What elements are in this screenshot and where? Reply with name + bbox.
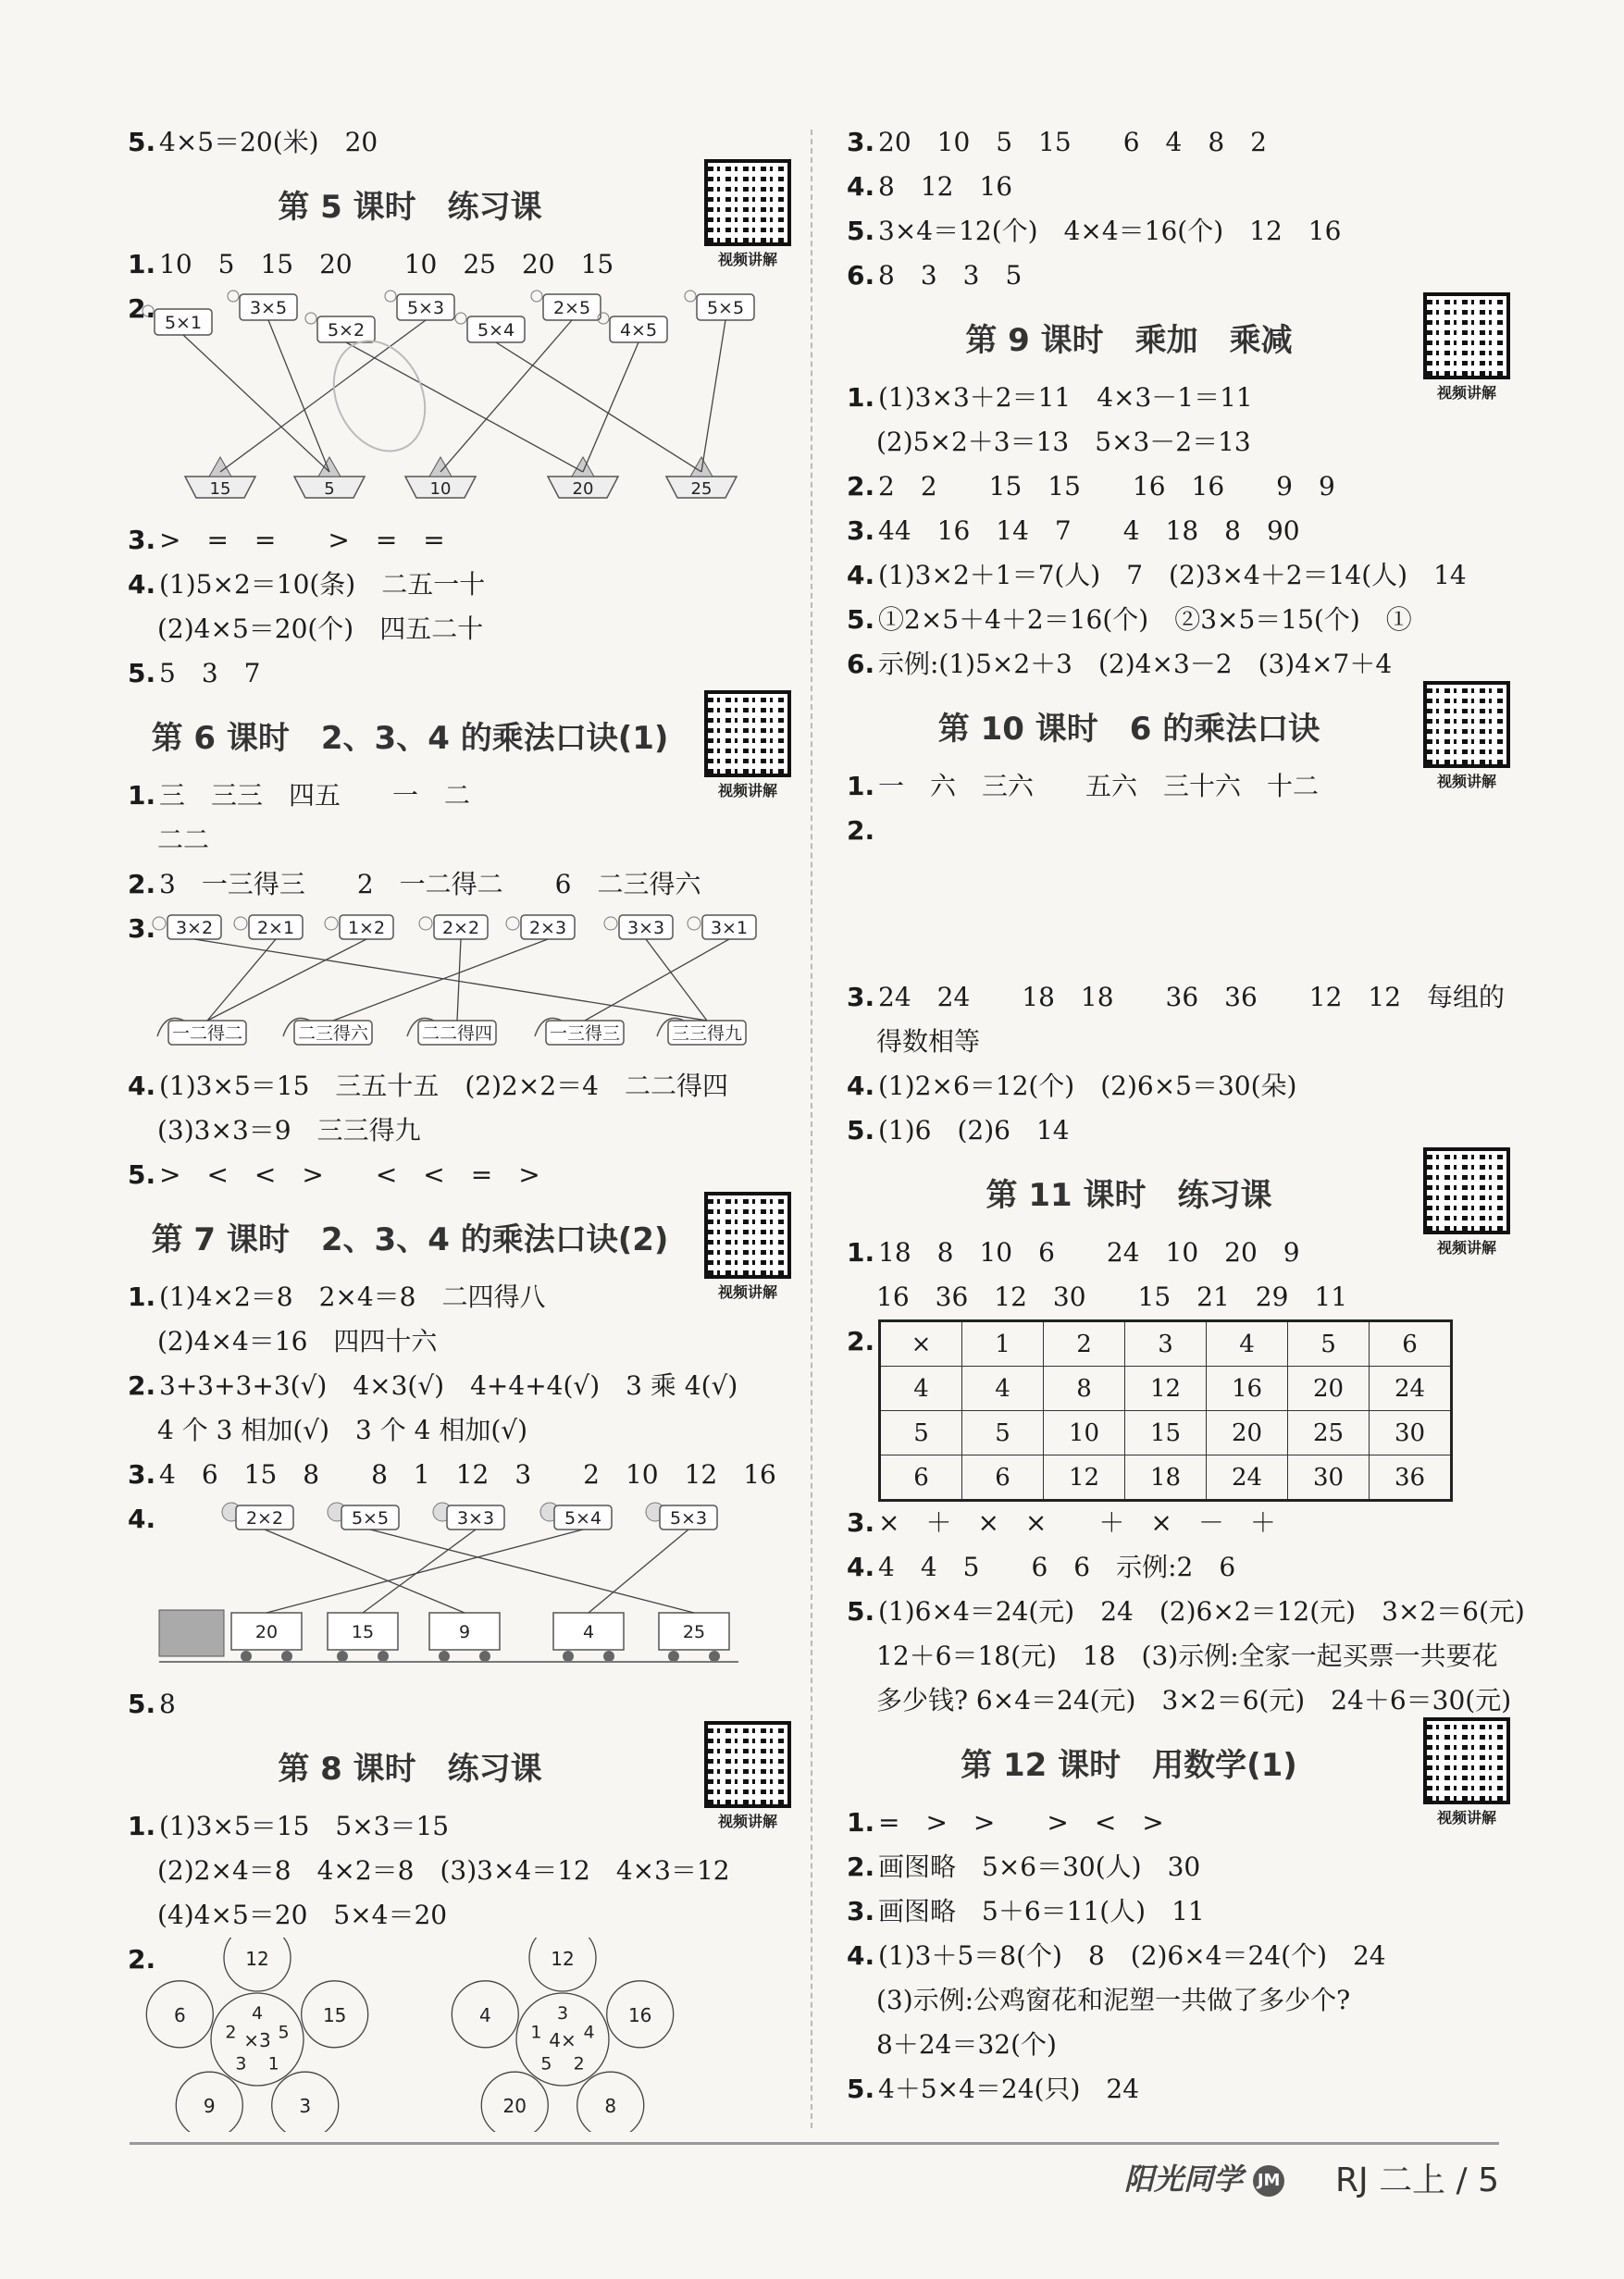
expression-label: 2×5	[552, 298, 591, 318]
column-divider	[811, 130, 812, 2128]
answer-line: 8＋24＝32(个)	[876, 2029, 1057, 2060]
match-line	[346, 342, 583, 472]
wagon-label: 25	[682, 1622, 706, 1642]
mouse-icon	[419, 917, 432, 930]
expression-label: 1×2	[347, 918, 386, 938]
inner-number: 5	[278, 2022, 290, 2043]
petal-number: 9	[203, 2095, 216, 2118]
boat-sail-icon	[429, 457, 452, 477]
answer-line: 4. 4 4 5 6 6 示例:2 6	[847, 1552, 1236, 1582]
mouse-icon	[506, 917, 519, 930]
table-cell: 5	[880, 1411, 962, 1455]
answer-line: 3. > = = > = =	[128, 525, 445, 555]
answer-line: 3. × ＋ × × ＋ × － ＋	[847, 1507, 1276, 1538]
multiplication-table-11-2: 2. × 1 2 3 4 5 6 4 4 8 12 16 20 24 5 5 10 15 20 25 30 6 6 12 18 24 30 36	[847, 1319, 1513, 1501]
answer-line: 1. 18 8 10 6 24 10 20 9	[847, 1237, 1300, 1268]
matching-figure-10-2: 2.	[847, 809, 1513, 975]
answer-line: 5. (1)6 (2)6 14	[847, 1115, 1070, 1146]
bee-icon	[385, 291, 396, 302]
boat-label: 15	[209, 479, 231, 499]
wagon-label: 4	[582, 1622, 595, 1642]
answer-line: 二二	[157, 824, 210, 855]
left-column	[128, 120, 794, 2132]
answer-line: 5. 5 3 7	[128, 658, 261, 688]
qr-code-icon	[1423, 1717, 1510, 1804]
table-cell: 12	[1044, 1455, 1125, 1501]
answer-line: 3. 20 10 5 15 6 4 8 2	[847, 127, 1267, 157]
boat-label: 10	[429, 479, 452, 499]
inner-number: 3	[556, 2003, 569, 2024]
qr-code-icon	[704, 690, 791, 777]
petal-number: 16	[627, 2003, 652, 2026]
center-operator: ×3	[243, 2029, 271, 2051]
match-line	[207, 939, 276, 1021]
matching-diagram	[128, 1497, 775, 1682]
petal-number: 15	[322, 2003, 347, 2026]
match-line	[333, 939, 548, 1021]
petal-number: 12	[245, 1948, 269, 1970]
match-line	[265, 1530, 465, 1613]
qr-code[interactable]: 视频讲解	[701, 1721, 794, 1831]
boat-sail-icon	[318, 457, 341, 477]
matching-diagram	[847, 809, 1494, 975]
qr-code-icon	[704, 1721, 791, 1808]
answer-line: 1. 10 5 15 20 10 25 20 15	[128, 249, 614, 279]
qr-code-icon	[1423, 681, 1510, 768]
expression-label: 5×4	[477, 320, 515, 341]
inner-number: 1	[267, 2053, 279, 2075]
answer-line: 得数相等	[876, 1026, 981, 1057]
answer-line: 6. 8 3 3 5	[847, 260, 1023, 291]
petal-number: 8	[604, 2095, 617, 2118]
petal-number: 3	[299, 2095, 312, 2118]
answer-line: 1. = > > > < >	[847, 1807, 1164, 1838]
match-line	[207, 939, 366, 1021]
match-line	[194, 939, 707, 1021]
table-cell: 6	[962, 1455, 1044, 1501]
mouse-icon	[688, 917, 700, 930]
lesson-title: 第 8 课时 练习课	[278, 1751, 542, 1788]
answer-line: 6. 示例:(1)5×2＋3 (2)4×3－2 (3)4×7＋4	[847, 649, 1393, 679]
table-row	[880, 1367, 1452, 1411]
inner-number: 5	[540, 2053, 552, 2075]
inner-number: 4	[251, 2003, 264, 2024]
match-line	[457, 939, 461, 1021]
answer-line: 1. (1)4×2＝8 2×4＝8 二四得八	[128, 1282, 546, 1312]
expression-label: 3×3	[626, 918, 665, 938]
expression-label: 3×3	[456, 1508, 495, 1529]
expression-label: 2×2	[245, 1508, 284, 1529]
mouse-icon	[234, 917, 247, 930]
wheel-icon	[439, 1651, 450, 1662]
answer-line: 4. (1)3×2＋1＝7(人) 7 (2)3×4＋2＝14(人) 14	[847, 560, 1467, 590]
stamp-watermark	[316, 326, 442, 465]
answer-line: 12＋6＝18(元) 18 (3)示例:全家一起买票一共要花	[876, 1641, 1498, 1671]
mouse-icon	[325, 917, 338, 930]
answer-line: 4. 8 12 16	[847, 171, 1013, 202]
table-cell: 10	[1044, 1411, 1125, 1455]
qr-code[interactable]: 视频讲解	[1420, 681, 1513, 791]
table-cell: 4	[962, 1367, 1044, 1411]
match-line	[701, 320, 725, 472]
qr-code[interactable]: 视频讲解	[701, 1192, 794, 1302]
expression-label: 2×1	[256, 918, 295, 938]
qr-code-icon	[1423, 292, 1510, 379]
inner-number: 4	[583, 2022, 595, 2043]
answer-line: 4. (1)5×2＝10(条) 二五一十	[128, 569, 486, 600]
flower-diagram	[128, 1938, 775, 2132]
wheel-icon	[378, 1651, 389, 1662]
jm-badge: JM	[1253, 2165, 1284, 2197]
bee-icon	[228, 291, 239, 302]
matching-diagram	[128, 907, 775, 1064]
wheel-icon	[563, 1651, 574, 1662]
table-cell: 20	[1288, 1367, 1370, 1411]
page-number: RJ 二上 / 5	[1335, 2161, 1499, 2199]
match-line	[646, 939, 707, 1021]
expression-label: 5×5	[706, 298, 745, 318]
table-cell: 5	[962, 1411, 1044, 1455]
answer-line: 1. (1)3×3＋2＝11 4×3－1＝11	[847, 382, 1253, 413]
answer-line: 3. 24 24 18 18 36 36 12 12 每组的	[847, 982, 1506, 1012]
answer-line: 5. (1)6×4＝24(元) 24 (2)6×2＝12(元) 3×2＝6(元)	[847, 1596, 1525, 1627]
lesson-12-heading	[847, 1723, 1513, 1827]
table-cell: 24	[1207, 1455, 1288, 1501]
table-cell: 3	[1125, 1321, 1207, 1367]
table-cell: 25	[1288, 1411, 1370, 1455]
boat-label: 25	[690, 479, 713, 499]
table-cell: 16	[1207, 1367, 1288, 1411]
table-cell: 30	[1370, 1411, 1452, 1455]
lesson-title: 第 6 课时 2、3、4 的乘法口诀(1)	[151, 720, 669, 757]
wheel-icon	[281, 1651, 292, 1662]
match-line	[589, 1530, 688, 1613]
rhyme-label: 一三得三	[549, 1023, 621, 1044]
wheel-icon	[668, 1651, 679, 1662]
answer-line: 1. 一 六 三六 五六 三十六 十二	[847, 771, 1320, 801]
bee-icon	[531, 291, 542, 302]
expression-label: 5×2	[327, 320, 366, 341]
table-cell: 6	[880, 1455, 962, 1501]
locomotive-icon	[159, 1610, 224, 1656]
lesson-title: 第 10 课时 6 的乘法口诀	[937, 711, 1320, 748]
table-row	[880, 1455, 1452, 1501]
boat-sail-icon	[572, 457, 594, 477]
lesson-title: 第 9 课时 乘加 乘减	[965, 322, 1293, 359]
mouse-icon	[604, 917, 617, 930]
petal-number: 20	[502, 2095, 527, 2118]
matching-diagram	[128, 287, 775, 518]
wagon-label: 9	[458, 1622, 471, 1642]
inner-number: 3	[235, 2053, 247, 2075]
answer-line: (3)示例:公鸡窗花和泥塑一共做了多少个?	[876, 1985, 1351, 2015]
table-cell: 1	[962, 1321, 1044, 1367]
match-line	[183, 335, 329, 472]
table-cell: 8	[1044, 1367, 1125, 1411]
wagon-label: 20	[254, 1622, 279, 1642]
center-operator: 4×	[549, 2029, 576, 2051]
matching-figure-6-3: 3. 3×2 2×1 1×2 2×2 2×3 3×3 3×1 一二得二 二三得六 二二得四 一三得三 三三得九	[128, 907, 794, 1064]
match-line	[585, 939, 729, 1021]
table-cell: 2	[1044, 1321, 1125, 1367]
answer-line: (2)4×5＝20(个) 四五二十	[157, 613, 484, 644]
boat-label: 20	[572, 479, 594, 499]
bee-icon	[455, 313, 466, 324]
lesson-title: 第 12 课时 用数学(1)	[961, 1747, 1297, 1784]
table-cell: 24	[1370, 1367, 1452, 1411]
qr-code[interactable]: 视频讲解	[1420, 1147, 1513, 1257]
rhyme-label: 二三得六	[297, 1023, 369, 1044]
answer-line: 3. 4 6 15 8 8 1 12 3 2 10 12 16	[128, 1459, 776, 1490]
expression-label: 2×3	[528, 918, 567, 938]
qr-code-icon	[1423, 1147, 1510, 1234]
table-cell: 30	[1288, 1455, 1370, 1501]
rhyme-label: 二二得四	[421, 1023, 493, 1044]
table-cell: 5	[1288, 1321, 1370, 1367]
flower-figure-8-2: 2. 12 4 15 5 3 1 9 3 6 2 ×3 12 3 16 4 8 2 20 5 4 1 4×	[128, 1938, 794, 2132]
answer-line: 2. 3 一三得三 2 一二得二 6 二三得六	[128, 869, 701, 899]
expression-label: 5×5	[351, 1508, 390, 1529]
petal-number: 4	[478, 2003, 491, 2026]
answer-line: 5. 3×4＝12(个) 4×4＝16(个) 12 16	[847, 216, 1342, 246]
wheel-icon	[709, 1651, 720, 1662]
answer-line: 2. 画图略 5×6＝30(人) 30	[847, 1852, 1201, 1882]
lesson-title: 第 11 课时 练习课	[986, 1177, 1272, 1214]
answer-line: (3)3×3＝9 三三得九	[157, 1115, 421, 1146]
answer-line: 1. (1)3×5＝15 5×3＝15	[128, 1811, 450, 1841]
match-line	[496, 342, 701, 472]
rhyme-label: 三三得九	[671, 1023, 743, 1044]
bee-icon	[685, 291, 696, 302]
table-cell: 4	[1207, 1321, 1288, 1367]
expression-label: 3×5	[249, 298, 288, 318]
matching-figure-5-2: 2. 5×1 3×5 5×2 5×3 5×4 2×5 4×5 5×5 15 5 10 20 25	[128, 287, 794, 518]
multiplication-table	[878, 1319, 1453, 1502]
answer-line: 16 36 12 30 15 21 29 11	[876, 1282, 1348, 1312]
qr-code[interactable]: 视频讲解	[701, 690, 794, 800]
qr-code[interactable]: 视频讲解	[1420, 292, 1513, 403]
answer-line: 4. (1)3×5＝15 三五十五 (2)2×2＝4 二二得四	[128, 1071, 728, 1101]
answer-line: 5. > < < > < < = >	[128, 1159, 540, 1190]
qr-code[interactable]: 视频讲解	[1420, 1717, 1513, 1827]
answer-line: (4)4×5＝20 5×4＝20	[157, 1900, 448, 1930]
answer-line: (2)4×4＝16 四四十六	[157, 1326, 438, 1356]
petal-number: 6	[173, 2003, 186, 2026]
train-figure-7-4: 4. 2×2 5×5 3×3 5×4 5×3 20 15 9 4 25	[128, 1497, 794, 1682]
expression-label: 2×2	[441, 918, 480, 938]
expression-label: 4×5	[619, 320, 658, 341]
qr-code-icon	[704, 1192, 791, 1279]
table-cell: 6	[1370, 1321, 1452, 1367]
answer-line: (2)5×2＋3＝13 5×3－2＝13	[876, 427, 1251, 457]
match-line	[583, 342, 638, 472]
expression-label: 5×4	[564, 1508, 602, 1529]
brand-logo: 阳光同学 JM	[1124, 2156, 1292, 2198]
bee-icon	[305, 313, 316, 324]
table-row	[880, 1411, 1452, 1455]
answer-line: 5. 4＋5×4＝24(只) 24	[847, 2074, 1140, 2104]
footer-rule	[130, 2142, 1499, 2145]
answer-line: 1. 三 三三 四五 一 二	[128, 780, 471, 811]
expression-label: 5×1	[164, 313, 203, 333]
wheel-icon	[479, 1651, 490, 1662]
right-column	[847, 120, 1525, 2112]
inner-number: 2	[225, 2022, 237, 2043]
answer-line: 3. 画图略 5＋6＝11(人) 11	[847, 1896, 1205, 1926]
table-cell: 20	[1207, 1411, 1288, 1455]
table-cell: 18	[1125, 1455, 1207, 1501]
table-row	[880, 1321, 1452, 1367]
answer-line: 4 个 3 相加(√) 3 个 4 相加(√)	[157, 1415, 528, 1445]
table-cell: 4	[880, 1367, 962, 1411]
expression-label: 3×1	[710, 918, 749, 938]
table-cell: 15	[1125, 1411, 1207, 1455]
answer-line: 2. 2 2 15 15 16 16 9 9	[847, 471, 1335, 502]
answer-line: 3. 44 16 14 7 4 18 8 90	[847, 515, 1300, 546]
match-line	[267, 1530, 583, 1613]
wheel-icon	[241, 1651, 252, 1662]
answer-line: 4. (1)3＋5＝8(个) 8 (2)6×4＝24(个) 24	[847, 1940, 1386, 1971]
answer-line: 5. ①2×5＋4＋2＝16(个) ②3×5＝15(个) ①	[847, 604, 1412, 635]
answer-line: (2)2×4＝8 4×2＝8 (3)3×4＝12 4×3＝12	[157, 1855, 730, 1886]
expression-label: 5×3	[406, 298, 445, 318]
rhyme-label: 一二得二	[171, 1023, 243, 1044]
boat-label: 5	[324, 479, 335, 499]
answer-line: 多少钱? 6×4＝24(元) 3×2＝6(元) 24＋6＝30(元)	[876, 1685, 1512, 1715]
answer-line: 4. (1)2×6＝12(个) (2)6×5＝30(朵)	[847, 1071, 1297, 1101]
inner-number: 1	[530, 2022, 542, 2043]
table-cell: ×	[880, 1321, 962, 1367]
table-cell: 12	[1125, 1367, 1207, 1411]
qr-code-icon	[704, 159, 791, 246]
answer-line: 2. 3+3+3+3(√) 4×3(√) 4+4+4(√) 3 乘 4(√)	[128, 1370, 738, 1401]
answer-line: 5. 8	[128, 1689, 176, 1719]
wheel-icon	[603, 1651, 614, 1662]
wagon-label: 15	[351, 1622, 375, 1642]
answer-line: 5. 4×5＝20(米) 20	[128, 127, 378, 157]
expression-label: 3×2	[175, 918, 214, 938]
wheel-icon	[337, 1651, 348, 1662]
expression-label: 5×3	[669, 1508, 708, 1529]
petal-number: 12	[551, 1948, 575, 1970]
qr-code[interactable]: 视频讲解	[701, 159, 794, 269]
inner-number: 2	[573, 2053, 585, 2075]
lesson-title: 第 5 课时 练习课	[278, 189, 542, 226]
table-cell: 36	[1370, 1455, 1452, 1501]
lesson-title: 第 7 课时 2、3、4 的乘法口诀(2)	[151, 1221, 669, 1258]
